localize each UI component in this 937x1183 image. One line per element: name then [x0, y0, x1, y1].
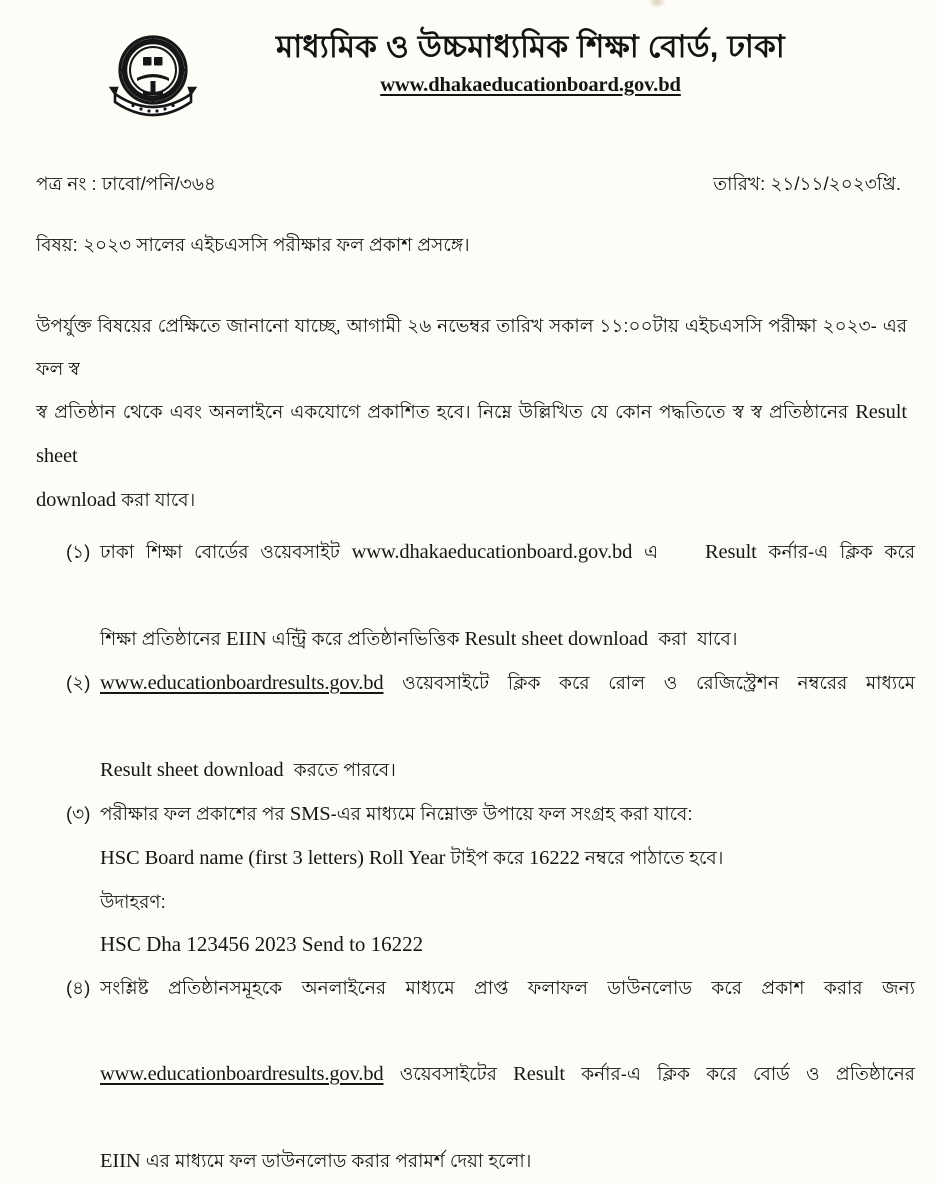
item-2-url-educationboardresults[interactable]: www.educationboardresults.gov.bd: [100, 672, 384, 694]
item-1-url-dhakaeducationboard[interactable]: www.dhakaeducationboard.gov.bd: [351, 541, 633, 563]
item-4-result-word: Result: [513, 1063, 565, 1085]
example-sms-text: HSC Dha 123456 2023 Send to 16222: [100, 932, 424, 956]
item-4-l2-b: ওয়েবসাইটের: [383, 1063, 514, 1084]
item-4-line-3: [100, 1139, 915, 1183]
item-1-line-2: [100, 617, 915, 661]
intro-paragraph: [36, 304, 907, 522]
memo-date: তারিখ: ২১/১১/২০২৩খ্রি.: [713, 173, 901, 194]
item-4-l3-b: এর মাধ্যমে ফল ডাউনলোড করার পরামর্শ দেয়া হলো।: [140, 1150, 532, 1171]
sms-shortcode-number: 16222: [529, 847, 580, 869]
list-item-1: [66, 530, 915, 661]
item-1-result-word: Result: [704, 541, 757, 563]
list-item-3: [66, 792, 915, 966]
item-3-line-1: [100, 792, 915, 836]
item-1-text-d: কর্নার-এ ক্লিক করে: [756, 541, 915, 562]
header-text-block: [221, 28, 841, 97]
board-website-link[interactable]: www.dhakaeducationboard.gov.bd: [380, 73, 681, 96]
item-1-l2-e: করা যাবে।: [648, 628, 738, 649]
item-4-l2-d: কর্নার-এ ক্লিক করে বোর্ড ও প্রতিষ্ঠানের: [564, 1063, 915, 1084]
item-2-line-1: [100, 661, 915, 748]
item-3-text-a: পরীক্ষার ফল প্রকাশের পর: [100, 803, 290, 824]
document-header: [0, 0, 937, 126]
list-item-1-marker: (১): [66, 541, 91, 562]
board-seal-icon: [103, 26, 203, 126]
list-item-3-body: [100, 792, 915, 966]
item-1-line-1: [100, 530, 915, 617]
item-1-eiin-word: EIIN: [225, 628, 267, 650]
list-item-3-marker: (৩): [66, 803, 91, 824]
list-item-4-body: [100, 966, 915, 1183]
list-item-2-marker: (২): [66, 672, 91, 693]
intro-line-3-bn: করা যাবে।: [116, 489, 196, 510]
item-3-sms-format-line: [100, 836, 915, 880]
intro-line-2: [36, 390, 907, 478]
subject-line: বিষয়: ২০২৩ সালের এইচএসসি পরীক্ষার ফল প্রকাশ প্রসঙ্গে।: [36, 234, 470, 255]
board-title: মাধ্যমিক ও উচ্চমাধ্যমিক শিক্ষা বোর্ড, ঢাকা: [276, 29, 785, 64]
item-4-line-2: [100, 1052, 915, 1139]
item-2-l2-b: করতে পারবে।: [283, 759, 396, 780]
intro-line-1: উপর্যুক্ত বিষয়ের প্রেক্ষিতে জানানো যাচ্ছে, আগামী ২৬ নভেম্বর তারিখ সকাল ১১:০০টায় এইচএসসি পরীক্ষা ২০২৩- এর ফল স্ব: [36, 315, 907, 379]
intro-line-2-en: Result sheet: [36, 401, 907, 467]
memo-meta-row: [36, 170, 909, 201]
item-2-text-b: ওয়েবসাইটে ক্লিক করে রোল ও রেজিস্ট্রেশন নম্বরের মাধ্যমে: [383, 672, 915, 693]
item-4-eiin-word: EIIN: [100, 1150, 141, 1172]
item-1-l2-c: এন্ট্রি করে প্রতিষ্ঠানভিত্তিক: [266, 628, 465, 649]
sms-format-english: HSC Board name (first 3 letters) Roll Year: [100, 847, 446, 869]
item-1-text-a: ঢাকা শিক্ষা বোর্ডের ওয়েবসাইট: [100, 541, 352, 562]
instructions-list: [66, 530, 915, 1183]
sms-format-bengali: টাইপ করে: [445, 847, 530, 868]
item-2-result-sheet-download: Result sheet download: [100, 759, 284, 781]
item-1-l2-a: শিক্ষা প্রতিষ্ঠানের: [100, 628, 226, 649]
memo-number: পত্র নং : ঢাবো/পনি/৩৬৪: [36, 173, 216, 194]
item-4-line-1: সংশ্লিষ্ট প্রতিষ্ঠানসমূহকে অনলাইনের মাধ্যমে প্রাপ্ত ফলাফল ডাউনলোড করে প্রকাশ করার জন্য: [100, 977, 915, 998]
list-item-2: [66, 661, 915, 792]
intro-line-3: [36, 478, 907, 522]
item-3-text-c: -এর মাধ্যমে নিম্নোক্ত উপায়ে ফল সংগ্রহ করা যাবে:: [330, 803, 693, 824]
list-item-2-body: [100, 661, 915, 792]
list-item-4: [66, 966, 915, 1183]
list-item-1-body: [100, 530, 915, 661]
list-item-4-marker: (৪): [66, 977, 91, 998]
item-3-sms-word: SMS: [289, 803, 331, 825]
item-1-result-sheet-download: Result sheet download: [464, 628, 649, 650]
body-paragraph-block: [36, 304, 907, 522]
sms-format-tail: নম্বরে পাঠাতে হবে।: [579, 847, 724, 868]
intro-line-3-en: download: [36, 489, 117, 511]
item-4-url-educationboardresults[interactable]: www.educationboardresults.gov.bd: [100, 1063, 384, 1085]
item-1-text-b: এ: [632, 541, 705, 562]
item-2-line-2: [100, 748, 915, 792]
example-label: উদাহরণ:: [100, 891, 166, 912]
intro-line-2-bn: স্ব প্রতিষ্ঠান থেকে এবং অনলাইনে একযোগে প্রকাশিত হবে। নিম্নে উল্লিখিত যে কোন পদ্ধতিতে স্ব স্ব প্রতিষ্ঠানের: [36, 401, 856, 422]
